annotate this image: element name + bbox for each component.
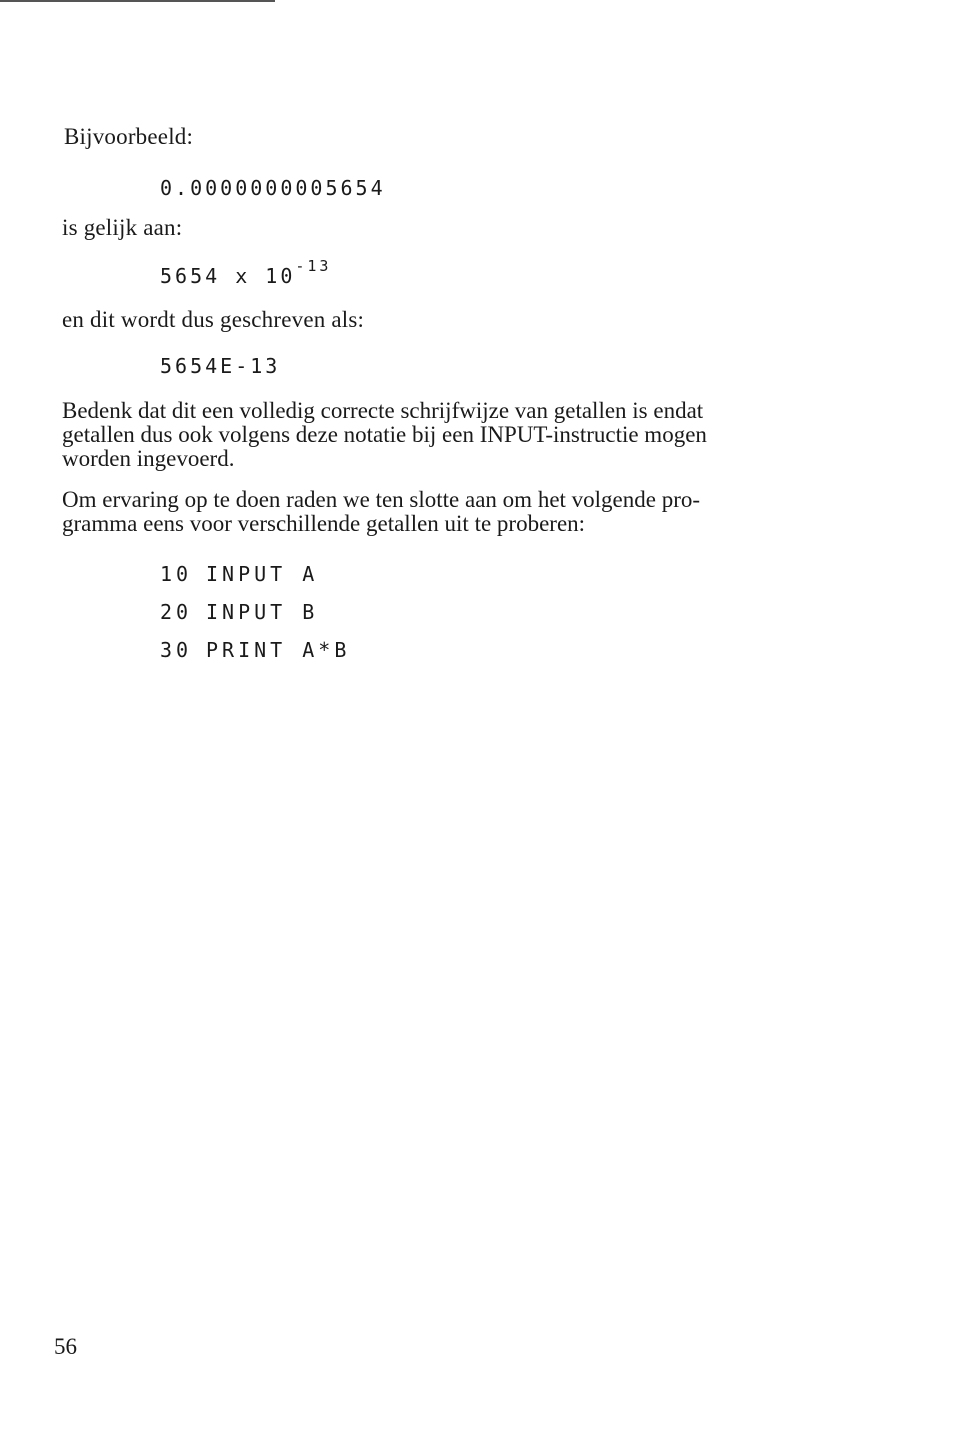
statement: INPUT B [206, 600, 319, 624]
paragraph-program-intro [62, 488, 862, 536]
paragraph-notation [62, 399, 862, 471]
program-line [160, 638, 350, 662]
line-number: 10 [160, 562, 193, 586]
written-as-label: en dit wordt dus geschreven als: [62, 307, 365, 332]
statement: INPUT A [206, 562, 319, 586]
program-line [160, 562, 318, 586]
line-number: 20 [160, 600, 193, 624]
equals-label: is gelijk aan: [62, 215, 183, 240]
paragraph-line: getallen dus ook volgens deze notatie bij een INPUT-instructie mogen [62, 422, 707, 447]
page-number: 56 [54, 1334, 77, 1359]
statement: PRINT A*B [206, 638, 351, 662]
paragraph-line: Bedenk dat dit een volledig correcte schrijfwijze van getallen is endat [62, 398, 704, 423]
program-line [160, 600, 318, 624]
e-notation: 5654E-13 [160, 354, 281, 378]
paragraph-line: Om ervaring op te doen raden we ten slotte aan om het volgende pro- [62, 487, 701, 512]
sci-mantissa: 5654 x 10 [160, 264, 296, 288]
example-label: Bijvoorbeeld: [64, 124, 194, 149]
decimal-value: 0.0000000005654 [160, 176, 386, 200]
scientific-notation [160, 257, 332, 290]
top-rule [0, 0, 275, 2]
paragraph-line: worden ingevoerd. [62, 446, 235, 471]
paragraph-line: gramma eens voor verschillende getallen uit te proberen: [62, 511, 586, 536]
line-number: 30 [160, 638, 193, 662]
sci-exponent: -13 [295, 257, 332, 275]
